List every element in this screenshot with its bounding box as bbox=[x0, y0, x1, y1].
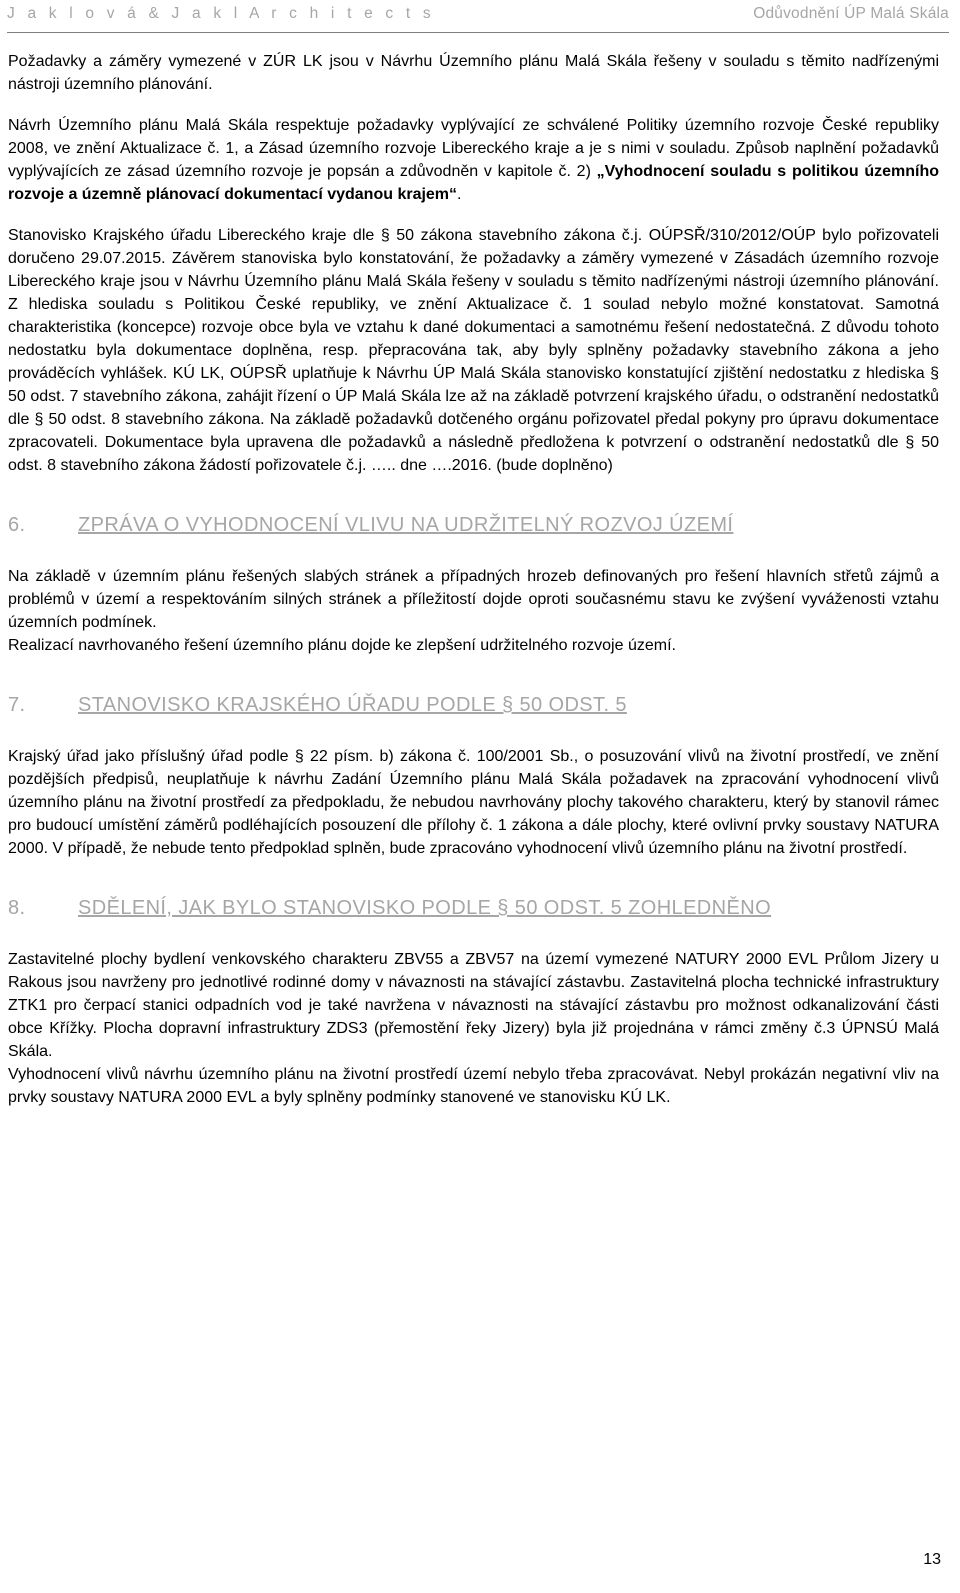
page-number: 13 bbox=[923, 1551, 941, 1568]
section-8-title: SDĚLENÍ, JAK BYLO STANOVISKO PODLE § 50 ODST. 5 ZOHLEDNĚNO bbox=[78, 897, 772, 919]
section-6-paragraph-1: Na základě v územním plánu řešených slabých stránek a případných hrozeb definovaných pro řešení hlavních střetů zájmů a problémů v území a respektováním silných stránek a příležitostí dojde oproti současnému stavu ke zvýšení vyváženosti vztahu územních podmínek. bbox=[8, 568, 939, 631]
chapter-reference: „Vyhodnocení souladu s politikou územního rozvoje a územně plánovací dokumentací vydanou krajem“ bbox=[8, 163, 939, 203]
section-6-title: ZPRÁVA O VYHODNOCENÍ VLIVU NA UDRŽITELNÝ ROZVOJ ÚZEMÍ bbox=[78, 514, 734, 536]
section-8-paragraph-2: Vyhodnocení vlivů návrhu územního plánu na životní prostředí území nebylo třeba zpracovávat. Nebyl prokázán negativní vliv na prvky soustavy NATURA 2000 EVL a byly splněny podmínky stanovené ve stanovisku KÚ LK. bbox=[8, 1066, 939, 1106]
page-header bbox=[7, 4, 949, 33]
header-document-title: Odůvodnění ÚP Malá Skála bbox=[753, 5, 949, 22]
section-7-number: 7. bbox=[8, 694, 26, 716]
document-body bbox=[8, 50, 939, 1109]
section-7-title: STANOVISKO KRAJSKÉHO ÚŘADU PODLE § 50 ODST. 5 bbox=[78, 694, 627, 716]
paragraph-zur-compliance: Požadavky a záměry vymezené v ZÚR LK jsou v Návrhu Územního plánu Malá Skála řešeny v souladu s těmito nadřízenými nástroji územního plánování. bbox=[8, 53, 939, 93]
section-7-heading bbox=[8, 692, 939, 718]
section-6-paragraph-2: Realizací navrhovaného řešení územního plánu dojde ke zlepšení udržitelného rozvoje území. bbox=[8, 637, 676, 654]
section-8-number: 8. bbox=[8, 897, 26, 919]
paragraph-pur-text: Návrh Územního plánu Malá Skála respektuje požadavky vyplývající ze schválené Politiky územního rozvoje České republiky 2008, ve znění Aktualizace č. 1, a Zásad územního rozvoje Libereckého kraje a je s nimi v souladu. Způsob naplnění požadavků vyplývajících ze zásad územního rozvoje je popsán a zdůvodněn v kapitole č. 2) bbox=[8, 117, 939, 180]
paragraph-regional-office-statement: Stanovisko Krajského úřadu Libereckého kraje dle § 50 zákona stavebního zákona č.j. OÚPSŘ/310/2012/OÚP bylo pořizovateli doručeno 29.07.2015. Závěrem stanoviska bylo konstatování, že požadavky a záměry vymezené v Zásadách územního rozvoje Libereckého kraje jsou v Návrhu Územního plánu Malá Skála řešeny v souladu s těmito nadřízenými nástroji územního plánování. Z hlediska souladu s Politikou České republiky, ve znění Aktualizace č. 1 soulad nebylo možné konstatovat. Samotná charakteristika (koncepce) rozvoje obce byla ve vztahu k dané dokumentaci a samotnému řešení nedostatečná. Z důvodu tohoto nedostatku byla dokumentace doplněna, resp. přepracována tak, aby byly splněny požadavky stavebního zákona a jeho prováděcích vyhlášek. KÚ LK, OÚPSŘ uplatňuje k Návrhu ÚP Malá Skála stanovisko konstatující zjištění nedostatku z hlediska § 50 odst. 7 stavebního zákona, zahájit řízení o ÚP Malá Skála lze až na základě potvrzení krajského úřadu, o odstranění nedostatků dle § 50 odst. 8 stavebního zákona. Na základě požadavků dotčeného orgánu pořizovatel předal pokyny pro úpravu dokumentace zpracovateli. Dokumentace byla upravena dle požadavků a následně předložena k potvrzení o odstranění nedostatků dle § 50 odst. 8 stavebního zákona žádostí pořizovatele č.j. ….. dne ….2016. (bude doplněno) bbox=[8, 227, 939, 474]
paragraph-pur-compliance bbox=[8, 114, 939, 206]
section-8-paragraph-1: Zastavitelné plochy bydlení venkovského charakteru ZBV55 a ZBV57 na území vymezené NATURY 2000 EVL Průlom Jizery u Rakous jsou navrženy pro jednotlivé rodinné domy v návaznosti na stávající zástavbu. Zastavitelná plocha technické infrastruktury ZTK1 pro čerpací stanici odpadních vod je také navržena v návaznosti na stávající zástavbu pro možnost odkanalizování části obce Křížky. Plocha dopravní infrastruktury ZDS3 (přemostění řeky Jizery) byla již projednána v rámci změny č.3 ÚPNSÚ Malá Skála. bbox=[8, 951, 939, 1060]
section-8-heading bbox=[8, 895, 939, 921]
section-7-paragraph: Krajský úřad jako příslušný úřad podle § 22 písm. b) zákona č. 100/2001 Sb., o posuzování vlivů na životní prostředí, ve znění pozdějších předpisů, neuplatňuje k návrhu Zadání Územního plánu Malá Skála požadavek na zpracování vyhodnocení vlivů územního plánu na životní prostředí za předpokladu, že nebudou navrhovány plochy takového charakteru, který by stanovil rámec pro budoucí umístění záměrů podléhajících posouzení dle přílohy č. 1 zákona a dále plochy, které ovlivní prvky soustavy NATURA 2000. V případě, že nebude tento předpoklad splněn, bude zpracováno vyhodnocení vlivů územního plánu na životní prostředí. bbox=[8, 748, 939, 857]
section-6-heading bbox=[8, 512, 939, 538]
header-firm-name: J a k l o v á & J a k l A r c h i t e c t s bbox=[7, 5, 435, 22]
paragraph-pur-end: . bbox=[457, 186, 462, 203]
section-6-number: 6. bbox=[8, 514, 26, 536]
